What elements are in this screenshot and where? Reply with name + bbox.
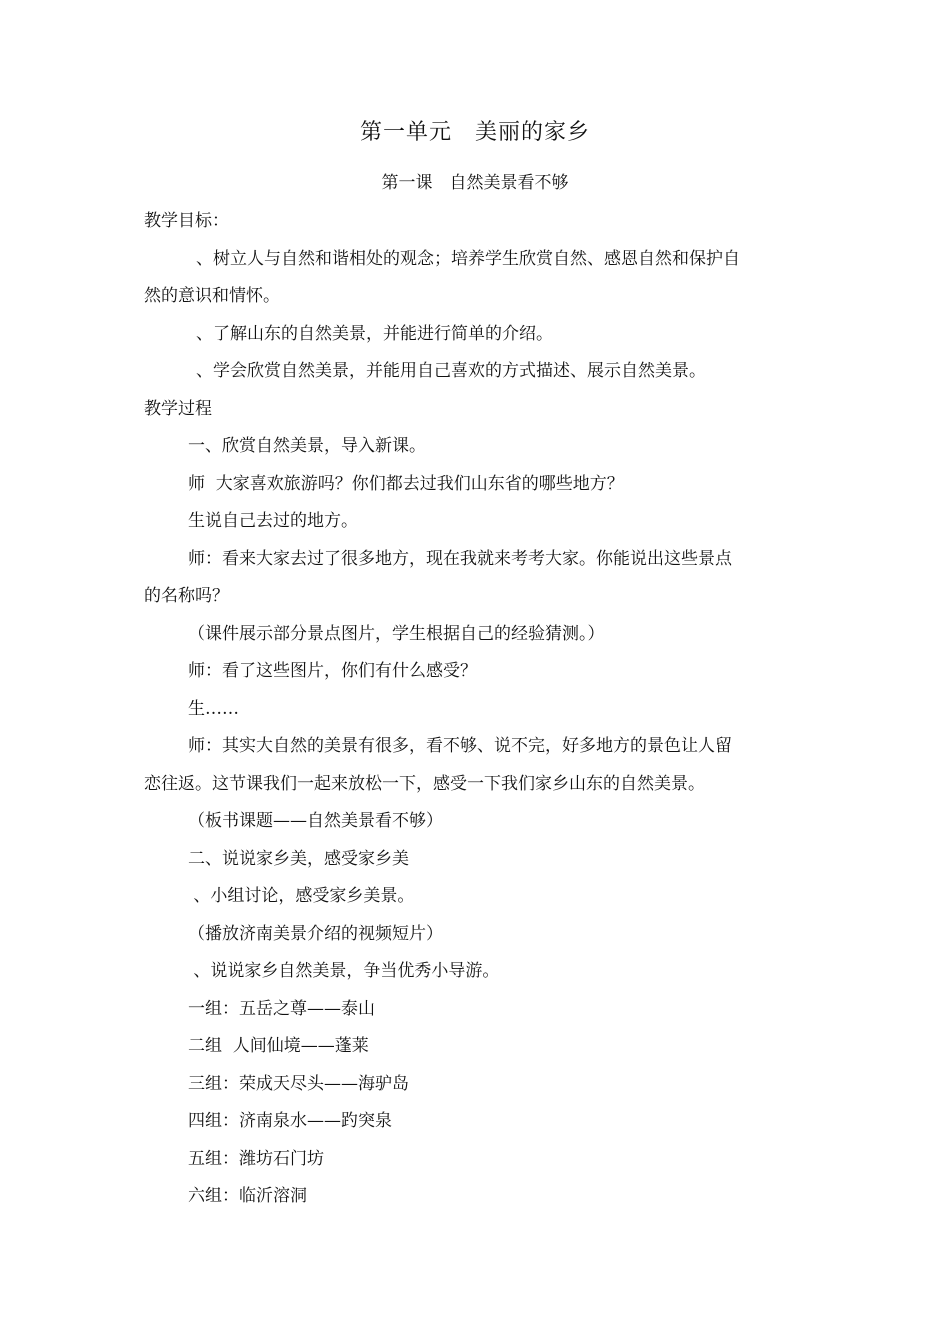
paragraph-line: 三组：荣成天尽头——海驴岛 — [188, 1073, 409, 1094]
lesson-body — [144, 203, 810, 1216]
paragraph-line: 恋往返。这节课我们一起来放松一下，感受一下我们家乡山东的自然美景。 — [144, 773, 705, 794]
paragraph-line: 师 大家喜欢旅游吗？你们都去过我们山东省的哪些地方？ — [188, 473, 624, 494]
paragraph-line: 师：其实大自然的美景有很多，看不够、说不完，好多地方的景色让人留 — [188, 736, 732, 756]
paragraph-line: 、树立人与自然和谐相处的观念；培养学生欣赏自然、感恩自然和保护自 — [196, 248, 740, 269]
paragraph-line: 六组：临沂溶洞 — [188, 1186, 307, 1206]
paragraph-line: （播放济南美景介绍的视频短片） — [188, 923, 443, 944]
paragraph-line: 、说说家乡自然美景，争当优秀小导游。 — [188, 961, 500, 981]
paragraph-line: 的名称吗？ — [144, 586, 229, 606]
paragraph-line: 二、说说家乡美，感受家乡美 — [188, 848, 409, 869]
paragraph-line: 一、欣赏自然美景，导入新课。 — [188, 436, 426, 456]
paragraph-line: 师：看来大家去过了很多地方，现在我就来考考大家。你能说出这些景点 — [188, 548, 732, 569]
paragraph-line: 、小组讨论，感受家乡美景。 — [188, 886, 415, 906]
paragraph-line: 生…… — [188, 698, 239, 719]
paragraph-line: 师：看了这些图片，你们有什么感受？ — [188, 661, 477, 681]
paragraph-line: 教学目标： — [144, 211, 229, 231]
paragraph-line: 五组：潍坊石门坊 — [188, 1148, 324, 1169]
paragraph-line: （课件展示部分景点图片，学生根据自己的经验猜测。） — [188, 623, 605, 644]
paragraph-line: （板书课题——自然美景看不够） — [188, 811, 443, 831]
paragraph-line: 生说自己去过的地方。 — [188, 511, 358, 531]
unit-title: 第一单元 美丽的家乡 — [359, 120, 590, 145]
paragraph-line: 四组：济南泉水——趵突泉 — [188, 1111, 392, 1131]
lesson-title: 第一课 自然美景看不够 — [381, 173, 569, 193]
paragraph-line: 二组 人间仙境——蓬莱 — [188, 1036, 369, 1056]
paragraph-line: 、了解山东的自然美景，并能进行简单的介绍。 — [196, 323, 553, 344]
paragraph-line: 一组：五岳之尊——泰山 — [188, 998, 375, 1019]
paragraph-line: 教学过程 — [144, 398, 212, 419]
paragraph-line: 、学会欣赏自然美景，并能用自己喜欢的方式描述、展示自然美景。 — [196, 361, 706, 381]
paragraph-line: 然的意识和情怀。 — [144, 286, 280, 306]
